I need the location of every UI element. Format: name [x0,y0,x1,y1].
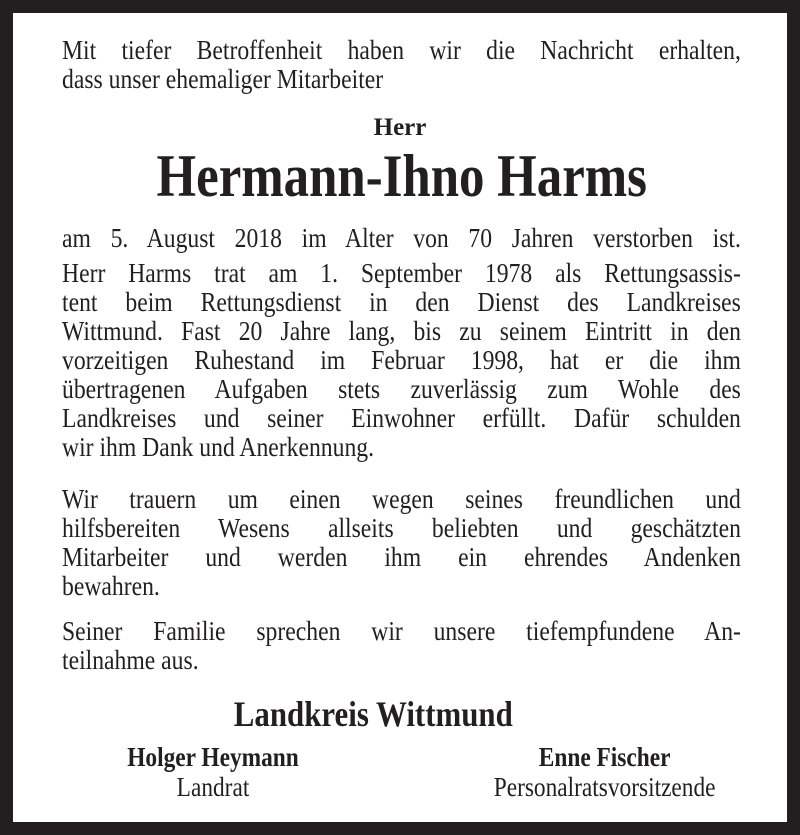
paragraph-1-line: tent beim Rettungsdienst in den Dienst des Landkreises [62,287,741,317]
signatory-1-title: Landrat [176,772,250,802]
deceased-name: Hermann-Ihno Harms [156,143,647,209]
paragraph-2-line: bewahren. [62,571,160,601]
paragraph-2-line: hilfsbereiten Wesens allseits beliebten und geschätzten [62,513,741,543]
intro-line-1: Mit tiefer Betroffenheit haben wir die Nachricht erhalten, [62,35,741,65]
organization-name: Landkreis Wittmund [233,694,513,734]
signatory-2-title: Personalratsvorsitzende [493,772,716,802]
paragraph-3-line: Seiner Familie sprechen wir unsere tiefempfundene An- [62,616,741,646]
paragraph-3-line: teilnahme aus. [62,645,199,675]
paragraph-2-line: Wir trauern um einen wegen seines freundlichen und [62,484,741,514]
signatory-1-name: Holger Heymann [127,742,299,772]
death-line: am 5. August 2018 im Alter von 70 Jahren verstorben ist. [62,223,741,253]
paragraph-2-line: Mitarbeiter und werden ihm ein ehrendes Andenken [62,542,741,572]
paragraph-1-line: Landkreises und seiner Einwohner erfüllt. Dafür schulden [62,403,741,433]
paragraph-1-line: Wittmund. Fast 20 Jahre lang, bis zu seinem Eintritt in den [62,316,741,346]
paragraph-1-line: vorzeitigen Ruhestand im Februar 1998, hat er die ihm [62,345,741,375]
signatory-2-name: Enne Fischer [538,742,671,772]
paragraph-1-line: wir ihm Dank und Anerkennung. [62,432,375,462]
paragraph-1-line: Herr Harms trat am 1. September 1978 als Rettungsassis- [62,258,741,288]
salutation: Herr [373,114,427,141]
intro-line-2: dass unser ehemaliger Mitarbeiter [62,64,384,94]
paragraph-1-line: übertragenen Aufgaben stets zuverlässig zum Wohle des [62,374,741,404]
